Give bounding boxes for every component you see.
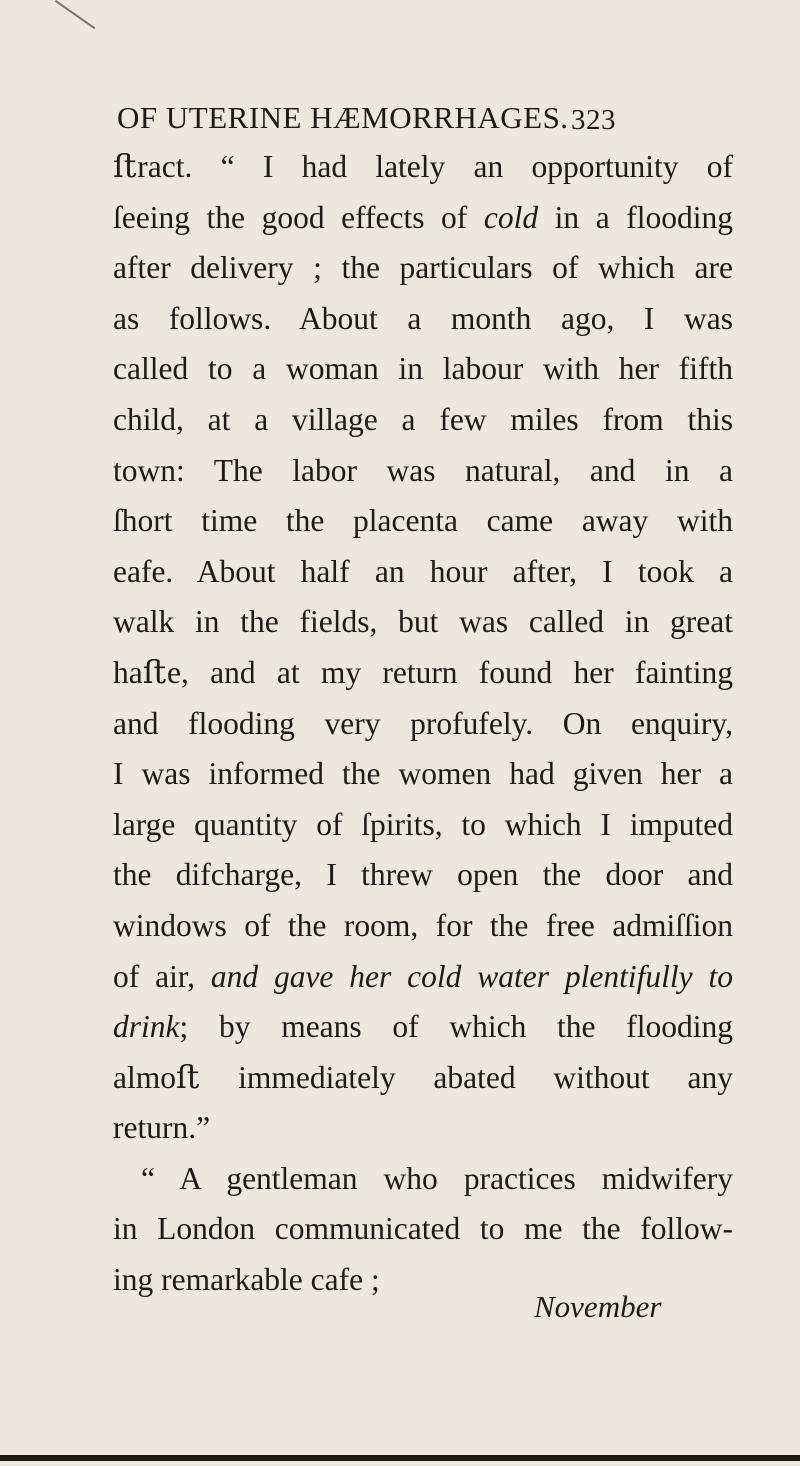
text-run: after delivery ; the particulars of which are [113,250,733,286]
catchword: November [534,1289,662,1324]
text-line [113,1002,733,1053]
text-line [113,547,733,598]
text-line [113,395,733,446]
text-run: “ A gentleman who practices midwifery [141,1160,733,1196]
text-line [113,142,733,193]
page-number: 323 [571,104,616,136]
text-line [113,446,733,497]
text-run: and flooding very profufely. On enquiry, [113,705,733,741]
text-line [113,294,733,345]
italic-run: drink [113,1009,180,1045]
page-mark [55,0,95,29]
text-run: in a flooding [538,199,733,235]
header-title: OF UTERINE HÆMORRHAGES. [117,100,569,135]
text-line [113,952,733,1003]
page-bottom-edge [0,1455,800,1461]
text-run: windows of the room, for the free admiſſion [113,907,733,943]
text-run: ing remarkable cafe ; [113,1262,380,1298]
text-run: large quantity of ſpirits, to which I imputed [113,806,733,842]
body-text [113,142,733,1306]
running-header [117,100,717,144]
text-run: child, at a village a few miles from this [113,401,733,437]
text-run: I was informed the women had given her a [113,756,733,792]
text-line [113,193,733,244]
italic-run: cold [483,199,539,235]
text-line [113,749,733,800]
text-line [113,850,733,901]
italic-run: and gave her cold water plentifully to [210,958,733,994]
text-line [113,901,733,952]
text-line [113,344,733,395]
text-line [113,699,733,750]
text-run: the difcharge, I threw open the door and [113,857,733,893]
text-run: ſeeing the good effects of [113,199,484,235]
text-line [113,648,733,699]
text-run: called to a woman in labour with her fifth [113,351,733,387]
text-run: as follows. About a month ago, I was [113,300,733,336]
text-line [113,1053,733,1104]
text-run: return.” [113,1110,211,1146]
text-run: eafe. About half an hour after, I took a [113,553,733,589]
text-line [113,1103,733,1154]
text-line [113,1154,733,1205]
text-line [113,243,733,294]
text-line [113,496,733,547]
text-line [113,800,733,851]
text-run: ; by means of which the flooding [179,1009,733,1045]
text-line [113,597,733,648]
text-run: almoﬅ immediately abated without any [113,1059,733,1095]
text-run: ﬅract. “ I had lately an opportunity of [113,149,733,184]
text-run: town: The labor was natural, and in a [113,452,733,488]
text-line [113,1204,733,1255]
text-run: walk in the fields, but was called in great [113,604,733,640]
text-run: haﬅe, and at my return found her fainting [113,654,733,690]
text-run: ſhort time the placenta came away with [113,503,733,539]
text-run: in London communicated to me the follow- [113,1211,733,1247]
text-run: of air, [113,958,211,994]
